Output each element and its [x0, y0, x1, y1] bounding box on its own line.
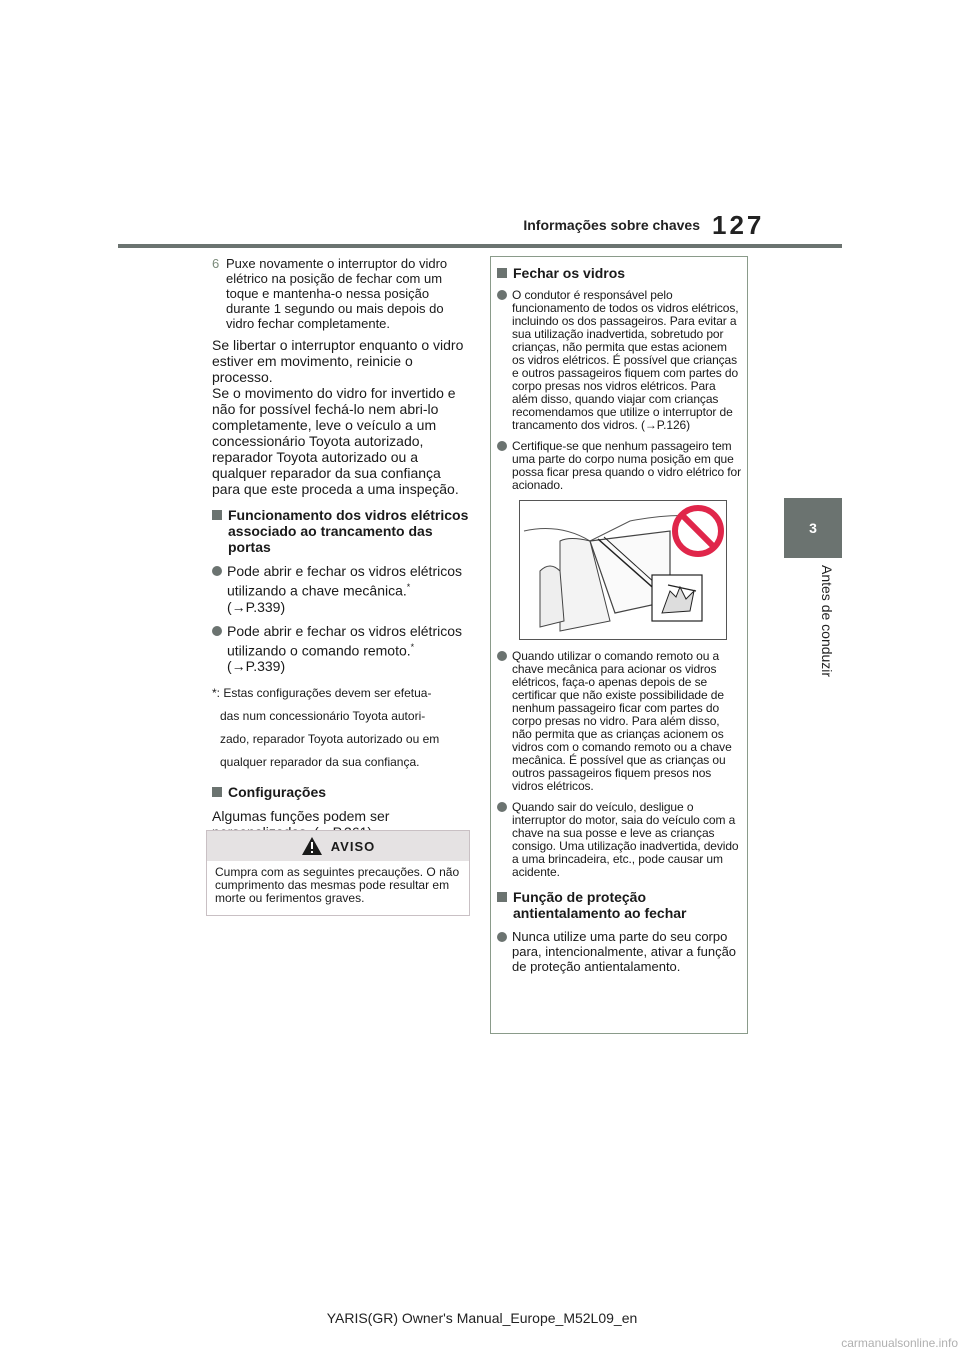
chapter-tab[interactable]	[784, 498, 842, 558]
list-item	[212, 563, 470, 615]
page-reference-link[interactable]: (→P.339)	[227, 658, 286, 675]
header-rule	[118, 244, 842, 248]
left-column	[212, 256, 470, 848]
page-reference-link[interactable]: (→P.339)	[227, 598, 286, 615]
list-item-text: Nunca utilize uma parte do seu corpo para, intencionalmente, ativar a função de proteção antientalamento.	[512, 929, 737, 974]
paragraph-customize: Algumas funções podem ser	[212, 808, 390, 825]
list-item	[497, 440, 741, 492]
list-item-text: Quando utilizar o comando remoto ou a chave mecânica para acionar os vidros elétricos, faça-o apenas depois de se certificar que não existe possibilidade de nenhum passageiro ficar com partes do corpo presas no vidro. Para além disso, não permita que as crianças acionem os vidros com o comando remoto ou a chave mecânica. É possível que as crianças ou outros passageiros fiquem presos nos vidros elétricos.	[512, 649, 732, 793]
warning-box	[206, 830, 470, 916]
warning-title: AVISO	[330, 838, 376, 854]
paragraph-inspection-text: Se o movimento do vidro for invertido e não for possível fechá-lo nem abri-lo completamente, leve o veículo a um concessionário Toyota autorizado, reparador Toyota autorizado ou a qualquer reparador da sua confiança para que este proceda a uma inspeção.	[212, 385, 459, 497]
section-heading-text: Fechar os vidros	[513, 265, 626, 281]
warning-triangle-icon	[301, 836, 323, 856]
square-bullet-icon	[212, 787, 222, 797]
section-heading	[212, 784, 470, 800]
paragraph-restart	[212, 337, 470, 497]
section-heading-text: Funcionamento dos vidros elétricos associado ao trancamento das portas	[228, 507, 469, 555]
list-item	[497, 929, 741, 974]
step-6	[212, 256, 470, 331]
section-heading	[212, 507, 470, 555]
footnote-line: qualquer reparador da sua confiança.	[220, 755, 420, 770]
step-number: 6	[212, 256, 220, 271]
document-footer: YARIS(GR) Owner's Manual_Europe_M52L09_en	[326, 1310, 638, 1326]
watermark: carmanualsonline.info	[841, 1336, 958, 1350]
section-title: Informações sobre chaves	[523, 217, 700, 233]
bullet-dot-icon	[497, 802, 507, 812]
section-heading	[497, 889, 741, 921]
square-bullet-icon	[212, 510, 222, 520]
footnote	[212, 682, 470, 774]
section-heading-text: Função de proteção antientalamento ao fechar	[513, 889, 687, 921]
section-heading	[497, 265, 741, 281]
bullet-dot-icon	[212, 626, 222, 636]
footnote-line: zado, reparador Toyota autorizado ou em	[220, 732, 440, 747]
list-item-text: Pode abrir e fechar os vidros elétricos utilizando a chave mecânica.	[227, 563, 462, 599]
footnote-line: *: Estas configurações devem ser efetua-	[212, 686, 432, 701]
square-bullet-icon	[497, 268, 507, 278]
list-item	[497, 801, 741, 879]
footnote-line: das num concessionário Toyota autori-	[220, 709, 426, 724]
square-bullet-icon	[497, 892, 507, 902]
chapter-title: Antes de conduzir	[819, 565, 835, 678]
list-item-text: Certifique-se que nenhum passageiro tem uma parte do corpo numa posição em que possa ficar presa quando o vidro elétrico for acionado.	[512, 439, 741, 492]
bullet-dot-icon	[497, 651, 507, 661]
list-item-text: Quando sair do veículo, desligue o interruptor do motor, saia do veículo com a chave na sua posse e leve as crianças consigo. Uma utilização inadvertida, devido a uma brincadeira, etc., pode causar um acidente.	[512, 800, 739, 879]
list-item-text: Pode abrir e fechar os vidros elétricos utilizando o comando remoto.	[227, 622, 462, 659]
section-heading-text: Configurações	[228, 784, 327, 801]
footnote-marker: *	[410, 641, 415, 652]
warning-details-panel	[490, 256, 748, 1034]
warning-header	[207, 831, 469, 861]
chapter-number: 3	[809, 520, 817, 536]
warning-text: Cumpra com as seguintes precauções. O não cumprimento das mesmas pode resultar em morte ou ferimentos graves.	[215, 865, 460, 905]
list-item	[212, 623, 470, 675]
page-number: 127	[712, 210, 765, 240]
bullet-dot-icon	[212, 566, 222, 576]
bullet-dot-icon	[497, 290, 507, 300]
list-item-text: O condutor é responsável pelo funcionamento de todos os vidros elétricos, incluindo os dos passageiros. Para evitar a sua utilização inadvertida, sobretudo por crianças, não permita que estas acionem os vidros elétricos. É possível que crianças e outros passageiros fiquem com partes do corpo presas nos vidros elétricos. Para além disso, quando viajar com crianças recomendamos que utilize o interruptor de trancamento dos vidros. (→P.126)	[512, 288, 739, 432]
bullet-dot-icon	[497, 932, 507, 942]
paragraph-restart-text: Se libertar o interruptor enquanto o vidro estiver em movimento, reinicie o processo.	[212, 337, 464, 385]
list-item	[497, 650, 741, 793]
bullet-dot-icon	[497, 441, 507, 451]
window-pinch-illustration	[519, 500, 727, 640]
list-item	[497, 289, 741, 432]
footnote-marker: *	[406, 582, 411, 592]
step-text: Puxe novamente o interruptor do vidro elétrico na posição de fechar com um toque e mantenha-o nessa posição durante 1 segundo ou mais depois do vidro fechar completamente.	[226, 256, 448, 331]
